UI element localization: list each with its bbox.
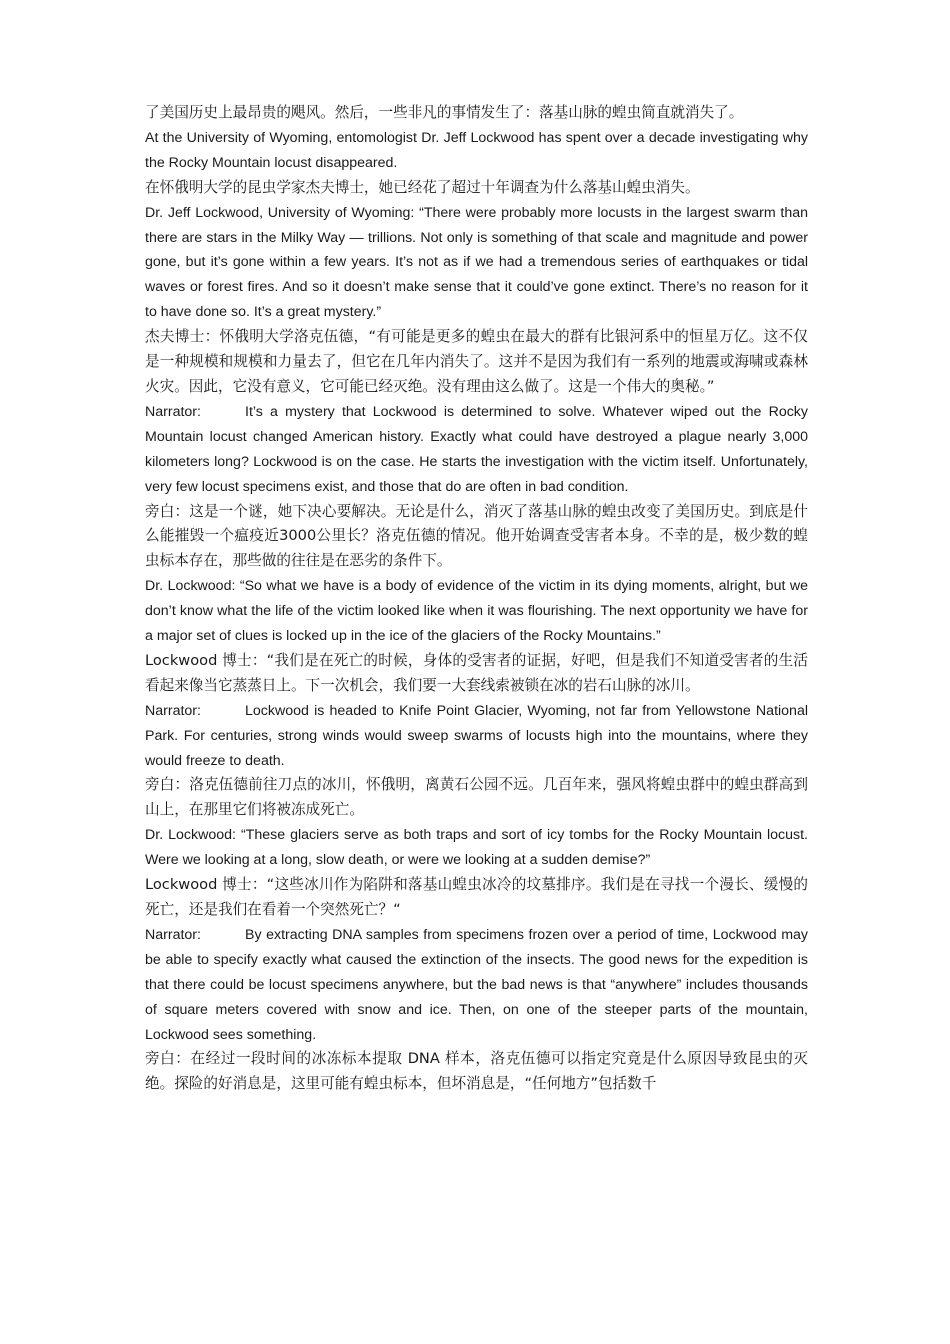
paragraph-text: 了美国历史上最昂贵的飓风。然后，一些非凡的事情发生了：落基山脉的蝗虫简直就消失了。: [145, 104, 744, 121]
paragraph-en: [145, 923, 808, 1048]
paragraph-text: At the University of Wyoming, entomologist Dr. Jeff Lockwood has spent over a decade investigating why the Rocky Mountain locust disappeared.: [145, 129, 808, 171]
paragraph-text: Dr. Lockwood: “These glaciers serve as both traps and sort of icy tombs for the Rocky Mountain locust. Were we looking at a long, slow death, or were we looking at a sudden demise?”: [145, 827, 808, 869]
speaker-label: Narrator:: [145, 702, 201, 719]
speaker-label: Narrator:: [145, 926, 201, 943]
paragraph-text: By extracting DNA samples from specimens frozen over a period of time, Lockwood may be able to specify exactly what caused the extinction of the insects. The good news for the expedition is that there could be locust specimens anywhere, but the bad news is that “anywhere” includes thousands of square meters covered with snow and ice. Then, on one of the steeper parts of the mountain, Lockwood sees something.: [145, 926, 808, 1043]
paragraph-text: 旁白：在经过一段时间的冰冻标本提取 DNA 样本，洛克伍德可以指定究竟是什么原因导致昆虫的灭绝。探险的好消息是，这里可能有蝗虫标本，但坏消息是，“任何地方”包括数千: [145, 1050, 808, 1093]
paragraph-zh: [145, 325, 808, 400]
paragraph-en: [145, 126, 808, 176]
paragraph-text: 杰夫博士：怀俄明大学洛克伍德，“有可能是更多的蝗虫在最大的群有比银河系中的恒星万亿。这不仅是一种规模和规模和力量去了，但它在几年内消失了。这并不是因为我们有一系列的地震或海啸或森林火灾。因此，它没有意义，它可能已经灭绝。没有理由这么做了。这是一个伟大的奥秘。”: [145, 328, 808, 395]
paragraph-text: It’s a mystery that Lockwood is determined to solve. Whatever wiped out the Rocky Mountain locust changed American history. Exactly what could have destroyed a plague nearly 3,000 kilometers long? Lockwood is on the case. He starts the investigation with the victim itself. Unfortunately, very few locust specimens exist, and those that do are often in bad condition.: [145, 403, 808, 495]
paragraph-text: Dr. Jeff Lockwood, University of Wyoming: “There were probably more locusts in the largest swarm than there are stars in the Milky Way — trillions. Not only is something of that scale and magnitude and power gone, but it’s gone within a few years. It’s not as if we had a tremendous series of earthquakes or tidal waves or forest fires. And so it doesn’t make sense that it could’ve gone extinct. There’s no reason for it to have done so. It’s a great mystery.”: [145, 204, 808, 321]
paragraph-en: [145, 823, 808, 873]
paragraph-zh: [145, 773, 808, 823]
paragraph-text: Lockwood 博士：“这些冰川作为陷阱和落基山蝗虫冰冷的坟墓排序。我们是在寻找一个漫长、缓慢的死亡，还是我们在看着一个突然死亡？“: [145, 876, 808, 918]
document-body: [145, 101, 808, 1097]
paragraph-text: 在怀俄明大学的昆虫学家杰夫博士，她已经花了超过十年调查为什么落基山蝗虫消失。: [145, 178, 700, 196]
paragraph-zh: [145, 1047, 808, 1097]
paragraph-text: Dr. Lockwood: “So what we have is a body of evidence of the victim in its dying moments, alright, but we don’t know what the life of the victim looked like when it was flourishing. The next opportunity we have for a major set of clues is locked up in the ice of the glaciers of the Rocky Mountains.”: [145, 578, 808, 645]
paragraph-en: [145, 201, 808, 326]
paragraph-en: [145, 574, 808, 649]
paragraph-text: Lockwood is headed to Knife Point Glacier, Wyoming, not far from Yellowstone National Park. For centuries, strong winds would sweep swarms of locusts high into the mountains, where they would freeze to death.: [145, 702, 808, 769]
paragraph-text: Lockwood 博士：“我们是在死亡的时候，身体的受害者的证据，好吧，但是我们不知道受害者的生活看起来像当它蒸蒸日上。下一次机会，我们要一大套线索被锁在冰的岩石山脉的冰川。: [145, 651, 808, 694]
paragraph-text: 旁白：这是一个谜，她下决心要解决。无论是什么，消灭了落基山脉的蝗虫改变了美国历史。到底是什么能摧毁一个瘟疫近3000公里长？洛克伍德的情况。他开始调查受害者本身。不幸的是，极少数的蝗虫标本存在，那些做的往往是在恶劣的条件下。: [145, 502, 808, 570]
paragraph-text: 旁白：洛克伍德前往刀点的冰川，怀俄明，离黄石公园不远。几百年来，强风将蝗虫群中的蝗虫群高到山上，在那里它们将被冻成死亡。: [145, 776, 808, 819]
paragraph-zh: [145, 873, 808, 923]
paragraph-zh: [145, 500, 808, 575]
paragraph-en: [145, 699, 808, 774]
paragraph-zh: [145, 649, 808, 699]
paragraph-zh: [145, 176, 808, 201]
paragraph-en: [145, 400, 808, 500]
paragraph-zh: [145, 101, 808, 126]
speaker-label: Narrator:: [145, 403, 201, 420]
